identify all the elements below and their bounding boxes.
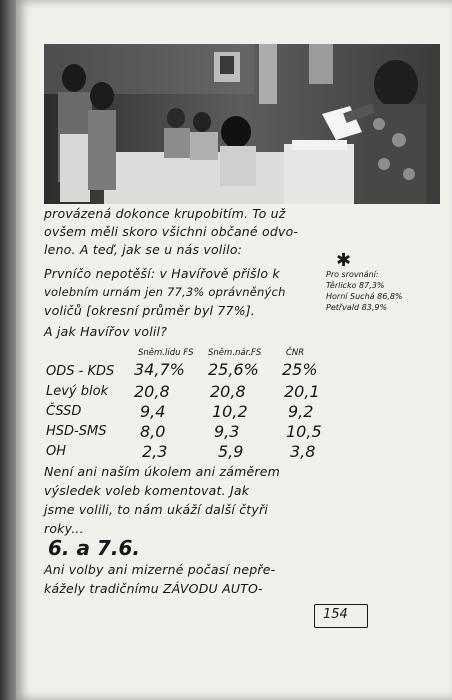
table-cell: 8,0 bbox=[140, 422, 166, 441]
table-cell: 25,6% bbox=[208, 360, 259, 379]
table-cell: 3,8 bbox=[290, 442, 316, 461]
text-line: jsme volili, to nám ukáží další čtyři bbox=[44, 502, 269, 517]
table-cell: 9,2 bbox=[288, 402, 314, 421]
table-cell: 20,8 bbox=[210, 382, 246, 401]
side-note-line: Těrlicko 87,3% bbox=[326, 281, 385, 290]
table-cell: 34,7% bbox=[134, 360, 185, 379]
column-header: Sněm.nár.FS bbox=[208, 348, 262, 358]
party-name: HSD-SMS bbox=[46, 424, 107, 439]
text-line: Není ani naším úkolem ani záměrem bbox=[44, 464, 281, 479]
text-line: A jak Havířov volil? bbox=[44, 324, 168, 339]
text-line: provázená dokonce krupobitím. To už bbox=[44, 206, 286, 221]
text-line: Prvníčo nepotěší: v Havířově přišlo k bbox=[44, 266, 280, 281]
text-line: výsledek voleb komentovat. Jak bbox=[44, 483, 250, 498]
table-cell: 5,9 bbox=[218, 442, 244, 461]
table-cell: 20,8 bbox=[134, 382, 170, 401]
text-line: Ani volby ani mizerné počasí nepře- bbox=[44, 562, 276, 577]
page-number: 154 bbox=[323, 607, 348, 622]
side-note-title: Pro srovnání: bbox=[326, 270, 379, 279]
photo-icon bbox=[44, 44, 440, 204]
text-line: roky... bbox=[44, 521, 84, 536]
party-name: ODS - KDS bbox=[46, 364, 115, 379]
text-line: kážely tradičnímu ZÁVODU AUTO- bbox=[44, 581, 263, 596]
table-cell: 25% bbox=[282, 360, 318, 379]
election-photo bbox=[44, 44, 440, 204]
table-cell: 2,3 bbox=[142, 442, 168, 461]
page-number-box bbox=[314, 604, 368, 628]
side-note-line: Petřvald 83,9% bbox=[326, 303, 388, 312]
text-line: voličů [okresní průměr byl 77%]. bbox=[44, 303, 256, 318]
text-line: volebním urnám jen 77,3% oprávněných bbox=[44, 285, 286, 299]
text-line: leno. A teď, jak se u nás volilo: bbox=[44, 242, 243, 257]
date-heading: 6. a 7.6. bbox=[48, 536, 140, 560]
party-name: ČSSD bbox=[46, 404, 82, 419]
table-cell: 9,3 bbox=[214, 422, 240, 441]
table-cell: 9,4 bbox=[140, 402, 166, 421]
asterisk-icon: ✱ bbox=[336, 250, 352, 271]
party-name: Levý blok bbox=[46, 384, 109, 399]
book-spine bbox=[0, 0, 16, 700]
table-cell: 10,2 bbox=[212, 402, 248, 421]
table-cell: 20,1 bbox=[284, 382, 320, 401]
text-line: ovšem měli skoro všichni občané odvo- bbox=[44, 224, 299, 239]
table-cell: 10,5 bbox=[286, 422, 322, 441]
side-note-line: Horní Suchá 86,8% bbox=[326, 292, 403, 301]
column-header: ČNR bbox=[286, 348, 305, 358]
column-header: Sněm.lidu FS bbox=[138, 348, 194, 358]
party-name: OH bbox=[46, 444, 67, 459]
